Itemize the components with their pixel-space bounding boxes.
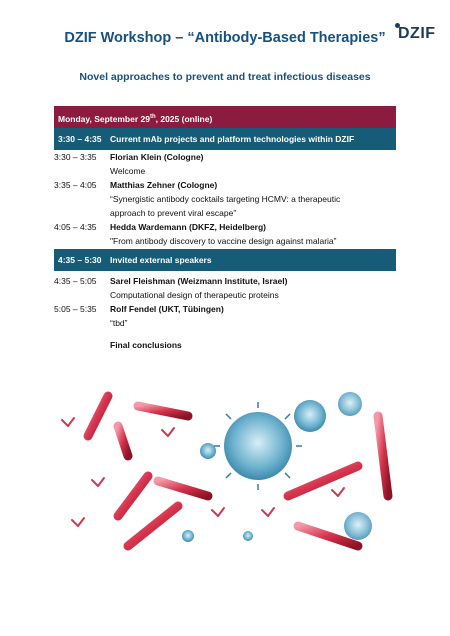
antibody-shapes: [62, 396, 388, 546]
talk-speaker: Sarel Fleishman (Weizmann Institute, Israel): [110, 276, 288, 286]
talk-time: 3:30 – 3:35: [54, 152, 97, 162]
talk-row: [54, 316, 396, 330]
talk-speaker: Hedda Wardemann (DKFZ, Heidelberg): [110, 222, 267, 232]
talk-speaker: Florian Klein (Cologne): [110, 152, 204, 162]
talk-row: [54, 178, 396, 192]
closing-row: [54, 338, 396, 352]
talk-title: Welcome: [110, 166, 146, 176]
talk-row: [54, 220, 396, 234]
talk-row: [54, 274, 396, 288]
day-bar: [54, 106, 396, 128]
talk-title: “tbd”: [110, 318, 128, 328]
talk-time: 5:05 – 5:35: [54, 304, 97, 314]
talk-time: 4:05 – 4:35: [54, 222, 97, 232]
talk-row: [54, 206, 396, 220]
talk-time: 4:35 – 5:05: [54, 276, 97, 286]
talk-speaker: Rolf Fendel (UKT, Tübingen): [110, 304, 224, 314]
page-title: DZIF Workshop – “Antibody-Based Therapies”: [64, 30, 386, 46]
day-suffix: , 2025 (online): [155, 113, 213, 124]
session-bar: [54, 249, 396, 271]
session-title: Current mAb projects and platform technologies within DZIF: [110, 134, 355, 144]
schedule: [54, 106, 396, 352]
session-title: Invited external speakers: [110, 255, 212, 265]
session-time: 3:30 – 4:35: [58, 134, 102, 144]
talk-title: “Synergistic antibody cocktails targeting HCMV: a therapeutic: [110, 194, 341, 204]
talk-row: [54, 150, 396, 164]
talk-row: [54, 192, 396, 206]
closing-label: Final conclusions: [110, 340, 182, 350]
day-sup: th: [149, 114, 156, 120]
talk-title: Computational design of therapeutic proteins: [110, 290, 279, 300]
page-subtitle: Novel approaches to prevent and treat infectious diseases: [79, 71, 371, 83]
talk-title: approach to prevent viral escape”: [110, 208, 237, 218]
talk-row: [54, 164, 396, 178]
talk-row: [54, 288, 396, 302]
session-bar: [54, 128, 396, 150]
talk-row: [54, 234, 396, 248]
talk-time: 3:35 – 4:05: [54, 180, 97, 190]
logo-text: DZIF: [398, 25, 436, 42]
talk-row: [54, 302, 396, 316]
virus-particles: [182, 392, 372, 542]
day-label: Monday, September 29: [58, 113, 150, 124]
talk-speaker: Matthias Zehner (Cologne): [110, 180, 218, 190]
session-time: 4:35 – 5:30: [58, 255, 102, 265]
talk-title: "From antibody discovery to vaccine design against malaria”: [110, 236, 337, 246]
antibody-virus-illustration: [58, 386, 394, 554]
